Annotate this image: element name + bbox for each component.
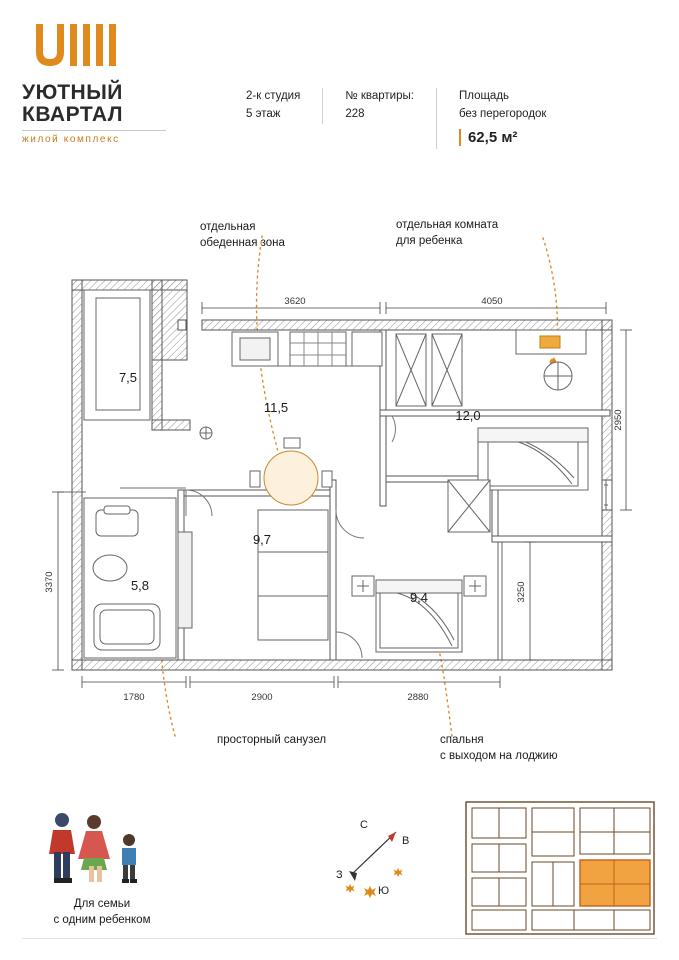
family-caption-line1: Для семьи (73, 898, 131, 910)
dim-right-lower: 3250 (516, 581, 527, 603)
brand-subtitle: жилой комплекс (22, 134, 120, 146)
logo-mark-icon (30, 22, 122, 74)
dim-right-upper: 2950 (613, 409, 624, 431)
dim-top-right: 4050 (481, 296, 503, 307)
brand-title-line2: КВАРТАЛ (22, 103, 123, 127)
apartment-number-label: № квартиры: (345, 90, 414, 102)
callout-bedroom-line2: с выходом на лоджию (440, 749, 558, 762)
area-label-line1: Площадь (458, 90, 510, 102)
apartment-floor: 5 этаж (246, 107, 281, 120)
callout-bathroom-text: просторный санузел (217, 734, 327, 746)
floor-plan-drawing (0, 180, 679, 740)
footer-divider (22, 938, 657, 939)
dim-bottom-1: 1780 (123, 692, 145, 703)
highlighted-apartment (580, 860, 650, 906)
room-area-living-kitchen: 11,5 (263, 400, 289, 415)
compass-north: С (360, 819, 368, 831)
compass-rose-icon (330, 812, 420, 902)
brand-title-line1: УЮТНЫЙ (22, 81, 123, 104)
area-block (436, 88, 569, 149)
area-value: 62,5 м² (467, 128, 518, 146)
callout-bedroom-line1: спальня (440, 734, 484, 746)
brand-logo (22, 22, 182, 145)
room-area-child-room: 12,0 (455, 408, 481, 423)
family-icon (36, 806, 168, 886)
building-key-plan (462, 798, 658, 938)
family-badge (22, 806, 182, 928)
apartment-type: 2-к студия (246, 90, 301, 102)
dim-bottom-3: 2880 (407, 692, 429, 703)
callout-dining-line2: обеденная зона (200, 236, 285, 249)
compass-east: В (402, 835, 410, 847)
apartment-number-value: 228 (345, 107, 365, 120)
header-info (246, 88, 568, 144)
room-area-bathroom: 5,8 (130, 578, 150, 593)
dim-bottom-2: 2900 (251, 692, 273, 703)
compass-south: Ю (378, 885, 390, 897)
apartment-number-block (322, 88, 436, 124)
callout-child-line1: отдельная комната (396, 219, 499, 231)
dim-left: 3370 (44, 571, 55, 593)
dim-top-left: 3620 (284, 296, 306, 307)
callout-dining-line1: отдельная (200, 221, 256, 233)
room-area-loggia-left: 7,5 (118, 370, 138, 385)
family-caption-line2: с одним ребенком (53, 913, 151, 926)
area-accent-bar (459, 129, 461, 146)
brand-divider (22, 130, 166, 131)
compass-west: З (336, 869, 343, 881)
room-area-bedroom: 9,4 (409, 590, 429, 605)
apartment-type-block (246, 88, 322, 124)
room-area-hall: 9,7 (252, 532, 272, 547)
callout-child-line2: для ребенка (396, 234, 463, 247)
area-label-line2: без перегородок (458, 107, 547, 120)
